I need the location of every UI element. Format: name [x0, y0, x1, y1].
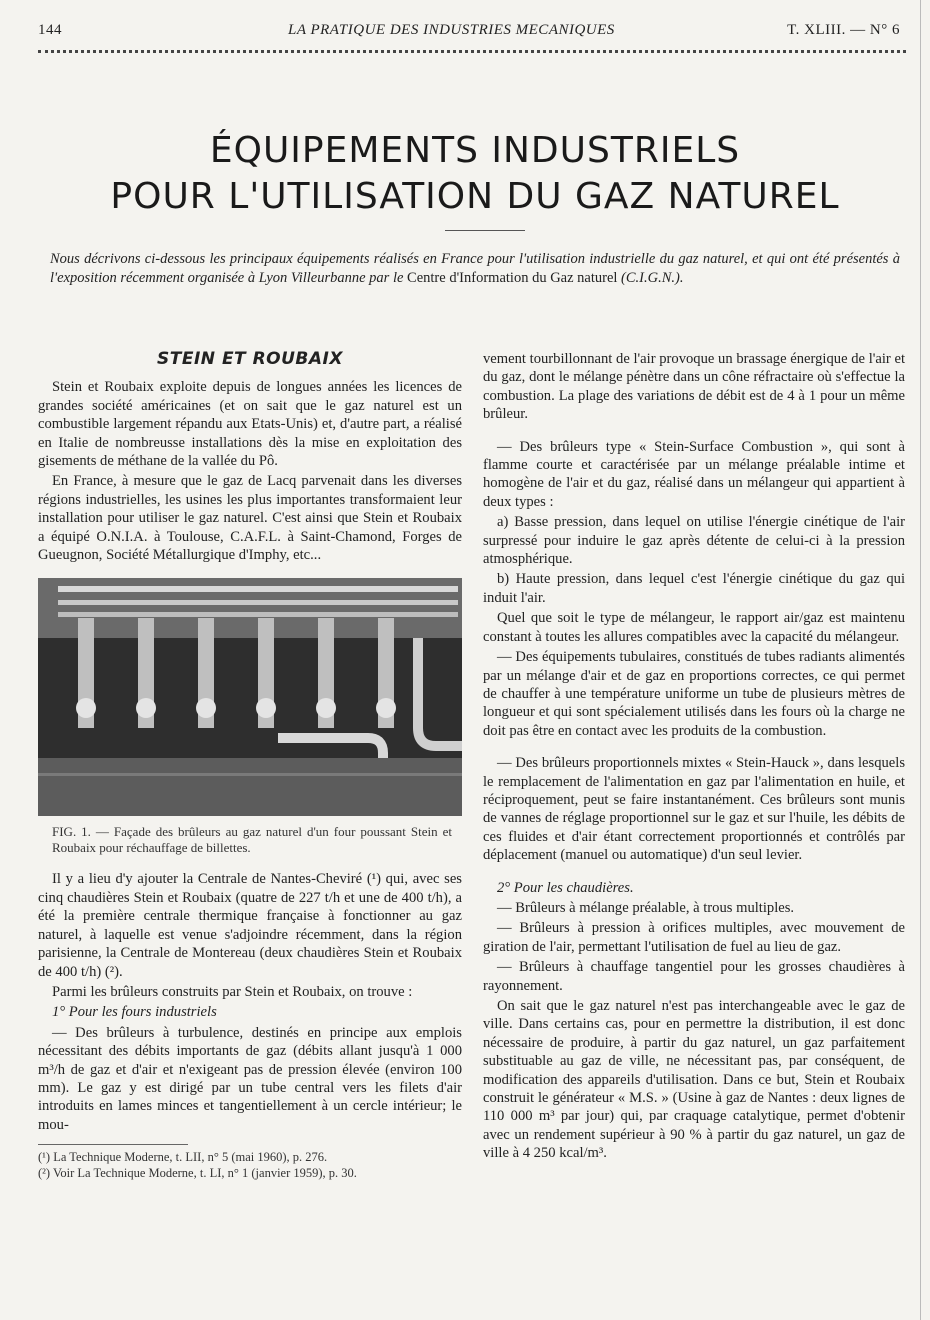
section-heading: STEIN ET ROUBAIX: [157, 349, 343, 369]
page-edge-line: [920, 0, 921, 1320]
header-dotted-rule: [38, 50, 906, 55]
intro-abbreviation: (C.I.G.N.).: [621, 270, 684, 286]
paragraph: Parmi les brûleurs construits par Stein et Roubaix, on trouve :: [52, 983, 413, 1000]
issue-number: T. XLIII. — N° 6: [787, 22, 900, 38]
title-divider: [445, 230, 525, 231]
footnote: (¹) La Technique Moderne, t. LII, n° 5 (mai 1960), p. 276.: [38, 1150, 328, 1165]
paragraph: En France, à mesure que le gaz de Lacq parvenait dans les diverses régions industrielles, les usines les plus importantes transformaient leur installation pour utiliser le gaz naturel. C'est ainsi que Stein et Roubaix a équipé O.N.I.A. à Toulouse, C.A.F.L. à Saint-Chamond, Forges de Gueugnon, Société Métallurgique d'Imphy, etc...: [38, 473, 462, 564]
paragraph: — Des brûleurs proportionnels mixtes « Stein-Hauck », dans lesquels le remplacement de l'alimentation en gaz par l'alimentation en huile, et réciproquement, peut se faire instantanément. Ces brûleurs sont munis de vannes de réglage proportionnel sur le gaz et sur l'huile, les débits de ces fluides et d'air étant correctement proportionnés et contrôlés par déplacement (manuel ou automatique) d'un seul levier.: [483, 755, 905, 864]
paragraph: Stein et Roubaix exploite depuis de longues années les licences de grandes société américaines (et on sait que le gaz naturel est un combustible largement répandu aux Etats-Unis) et, d'autre part, a réalisé en Italie de nombreusse installations dès la mise en exploitation des gisements de méthane de la vallée du Pô.: [38, 379, 462, 470]
paragraph: — Brûleurs à mélange préalable, à trous multiples.: [497, 899, 795, 916]
figure-caption: FIG. 1. — Façade des brûleurs au gaz naturel d'un four poussant Stein et Roubaix pour réchauffage de billettes.: [52, 824, 452, 856]
paragraph: — Brûleurs à pression à orifices multiples, avec mouvement de giration de l'air, permettant l'utilisation de fuel au lieu de gaz.: [483, 920, 905, 955]
article-title: [40, 128, 910, 220]
right-column: [483, 350, 905, 1165]
intro-organization: Centre d'Information du Gaz naturel: [407, 270, 618, 286]
left-column: [38, 350, 462, 1181]
paragraph: — Des brûleurs à turbulence, destinés en principe aux emplois nécessitant des débits importants de gaz (débits allant jusqu'à 1 000 m³/h de gaz et d'air et n'exigeant pas de pression élevée (environ 100 mm). Le gaz y est dirigé par un tube central vers les filets d'air introduits en lames minces et tangentiellement à un cercle intérieur; le mou-: [38, 1024, 462, 1133]
paragraph: a) Basse pression, dans lequel on utilise l'énergie cinétique de l'air surpressé pour induire le gaz après détente de celui-ci à la pression atmosphérique.: [483, 514, 905, 568]
burner-facade-photo: [38, 578, 462, 816]
paragraph: On sait que le gaz naturel n'est pas interchangeable avec le gaz de ville. Dans certains cas, pour en permettre la distribution, il est donc nécessaire de produire, à partir du gaz naturel, un gaz parfaitement substituable au gaz de ville, ne nécessitant pas, par conséquent, de modification des appareils d'utilisation. Dans ce but, Stein et Roubaix construit le générateur « M.S. » (Usine à gaz de Nantes : deux lignes de 110 000 m³ par jour) qui, par craquage catalytique, permet d'obtenir avec un rendement supérieur à 90 % à partir du gaz naturel, un gaz de ville à 4 250 kcal/m³.: [483, 998, 905, 1162]
subheading: 2° Pour les chaudières.: [497, 879, 634, 896]
article-intro: [50, 250, 900, 288]
title-line-2: POUR L'UTILISATION DU GAZ NATUREL: [110, 176, 840, 217]
journal-title: LA PRATIQUE DES INDUSTRIES MECANIQUES: [288, 22, 615, 38]
photo-illustration: [38, 578, 462, 816]
subheading: 1° Pour les fours industriels: [52, 1004, 217, 1021]
paragraph: Quel que soit le type de mélangeur, le rapport air/gaz est maintenu constant à toutes les allures compatibles avec la capacité du mélangeur.: [483, 610, 905, 645]
paragraph: — Brûleurs à chauffage tangentiel pour les grosses chaudières à rayonnement.: [483, 959, 905, 994]
title-line-1: ÉQUIPEMENTS INDUSTRIELS: [209, 130, 741, 171]
paragraph: vement tourbillonnant de l'air provoque un brassage énergique de l'air et du gaz, dont le mélange pénètre dans un cône réfractaire où s'effectue la combustion. La plage des variations de débit est de 4 à 1 pour un même brûleur.: [483, 351, 905, 423]
paragraph: b) Haute pression, dans lequel c'est l'énergie cinétique du gaz qui induit l'air.: [483, 571, 905, 606]
running-header: [38, 18, 910, 48]
footnote: (²) Voir La Technique Moderne, t. LI, n° 1 (janvier 1959), p. 30.: [38, 1166, 357, 1181]
paragraph: — Des brûleurs type « Stein-Surface Combustion », qui sont à flamme courte et caractérisée par un mélange préalable intime et homogène de l'air et du gaz, réalisé dans un mélangeur qui appartient à deux types :: [483, 438, 905, 510]
paragraph: — Des équipements tubulaires, constitués de tubes radiants alimentés par un mélange d'air et de gaz en proportions correctes, ce qui permet de chauffer à une température uniforme un tube de plusieurs mètres de longueur et qui sont spécialement utilisés dans les fours où la charge ne doit pas être en contact avec les produits de la combustion.: [483, 649, 905, 739]
intro-text: Nous décrivons ci-dessous les principaux équipements réalisés en France pour l'utilisation industrielle du gaz naturel, et qui ont été présentés à l'exposition récemment organisée à Lyon Villeurbanne par le: [50, 251, 900, 286]
paragraph: Il y a lieu d'y ajouter la Centrale de Nantes-Cheviré (¹) qui, avec ses cinq chaudières Stein et Roubaix (quatre de 227 t/h et une de 400 t/h), a été la première centrale thermique française à fonctionner au gaz naturel, à laquelle est venue s'adjoindre récemment, dans la région parisienne, la Centrale de Montereau (deux chaudières Stein et Roubaix de 400 t/h) (²).: [38, 871, 462, 980]
page-number: 144: [38, 22, 62, 38]
